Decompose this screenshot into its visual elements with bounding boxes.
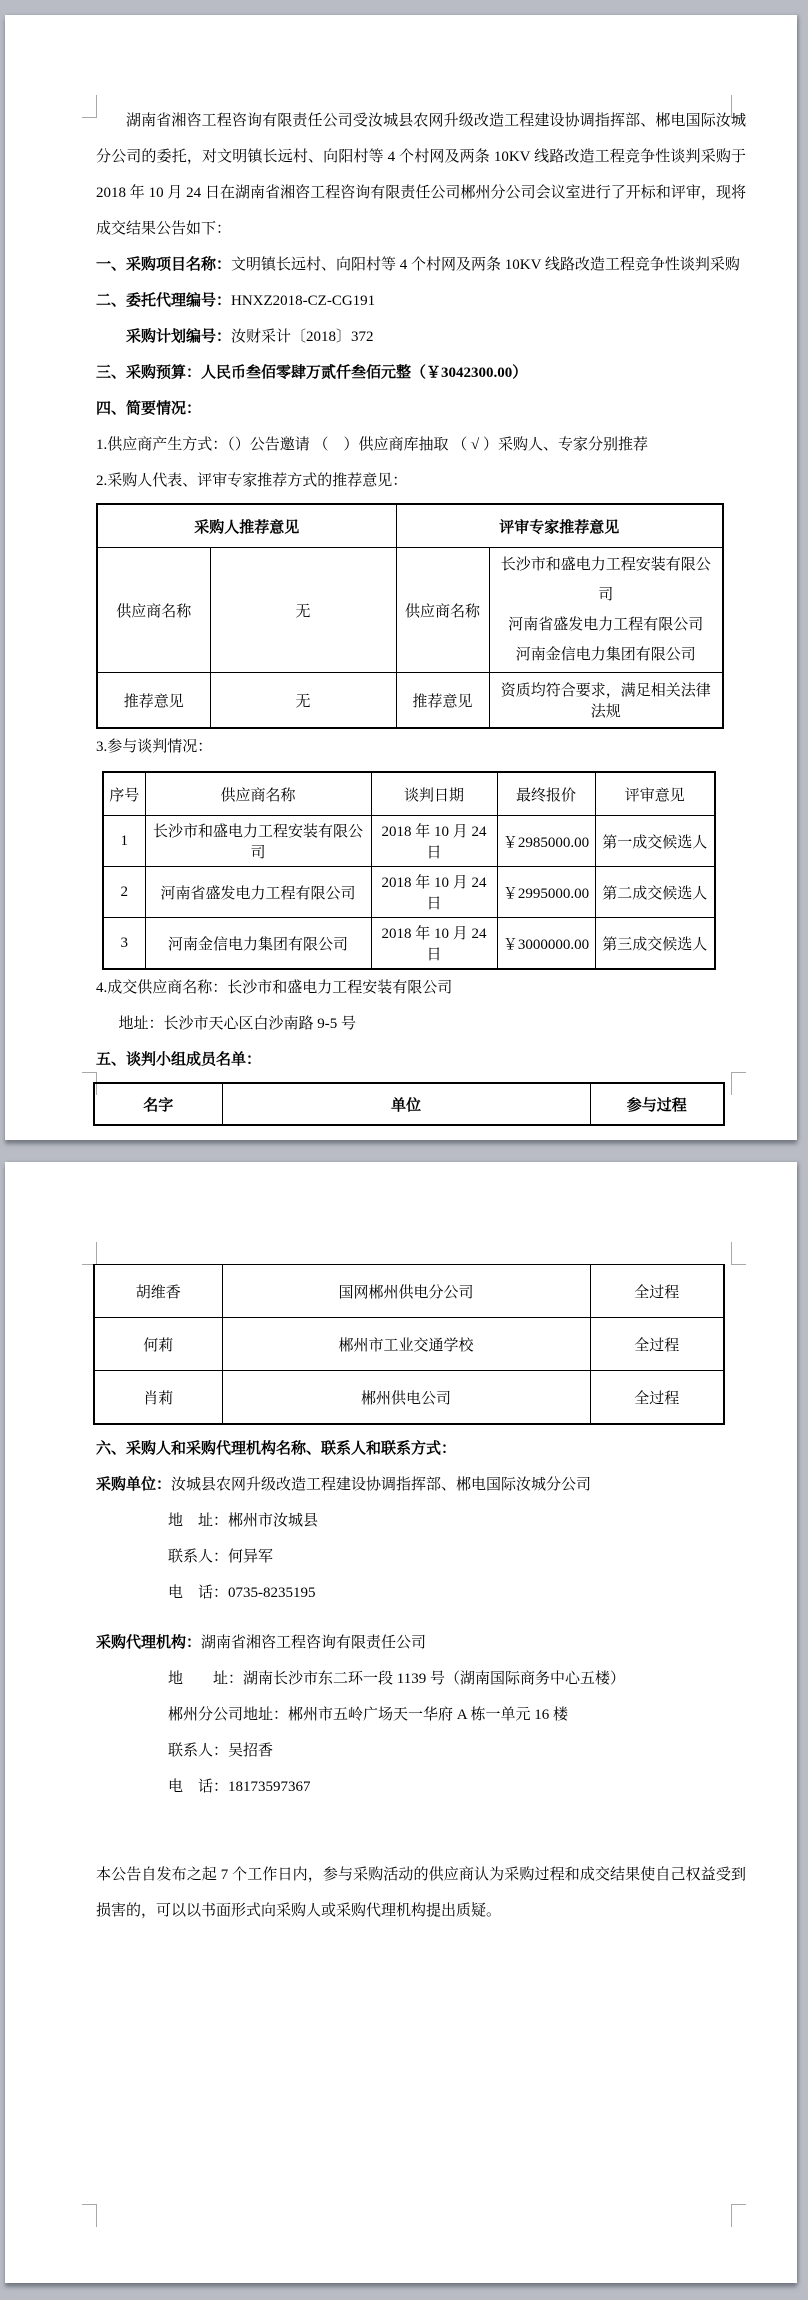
table-header-cell: 最终报价 (497, 772, 595, 816)
negotiation-intro-line: 3.参与谈判情况： (96, 739, 213, 755)
buyer-line (96, 1467, 746, 1503)
page-1 (5, 15, 797, 1140)
member-name: 何莉 (94, 1318, 222, 1371)
table-cell: ￥2995000.00 (497, 867, 595, 918)
table-cell: 2018 年 10 月 24 日 (371, 918, 497, 970)
table-header-cell: 单位 (222, 1083, 590, 1125)
buyer-label: 采购单位： (96, 1477, 172, 1493)
table-cell: ￥3000000.00 (497, 918, 595, 970)
plan-number-label: 采购计划编号： (126, 329, 232, 345)
table-cell: 第三成交候选人 (595, 918, 715, 970)
table-cell: 3 (103, 918, 145, 970)
section-4-heading: 四、简要情况： (96, 401, 202, 417)
table-header-cell: 供应商名称 (145, 772, 371, 816)
table-row (97, 673, 723, 729)
section-3-value: 人民币叁佰零肆万贰仟叁佰元整（￥3042300.00） (201, 365, 528, 381)
panel-table-header (93, 1082, 725, 1126)
table-header-cell: 采购人推荐意见 (97, 504, 396, 548)
table-cell: 第二成交候选人 (595, 867, 715, 918)
table-header-cell: 评审意见 (595, 772, 715, 816)
table-cell: 无 (210, 548, 396, 673)
table-row (103, 918, 715, 970)
agency-address-line: 地 址：湖南长沙市东二环一段 1139 号（湖南国际商务中心五楼） (168, 1671, 625, 1687)
table-cell: 无 (210, 673, 396, 729)
buyer-address-line: 地 址：郴州市汝城县 (168, 1513, 319, 1529)
table-header-cell: 序号 (103, 772, 145, 816)
buyer-phone-line: 电 话：0735-8235195 (168, 1585, 316, 1601)
table-row (103, 867, 715, 918)
section-1-project-name (96, 247, 746, 283)
agency-value: 湖南省湘咨工程咨询有限责任公司 (201, 1635, 427, 1651)
table-cell: 供应商名称 (97, 548, 210, 673)
section-3-label: 三、采购预算： (96, 365, 202, 381)
table-row (103, 816, 715, 867)
member-process: 全过程 (590, 1318, 724, 1371)
table-row (97, 548, 723, 673)
panel-table (93, 1264, 725, 1425)
table-cell: 资质均符合要求，满足相关法律法规 (489, 673, 723, 729)
table-row (94, 1371, 724, 1425)
winner-address-line: 地址：长沙市天心区白沙南路 9-5 号 (118, 1016, 356, 1032)
winner-label: 4.成交供应商名称： (96, 980, 228, 996)
section-1-value: 文明镇长远村、向阳村等 4 个村网及两条 10KV 线路改造工程竞争性谈判采购 (231, 257, 740, 273)
winner-line (96, 970, 746, 1006)
table-cell: 1 (103, 816, 145, 867)
section-5-heading: 五、谈判小组成员名单： (96, 1052, 262, 1068)
section-6-heading: 六、采购人和采购代理机构名称、联系人和联系方式： (96, 1441, 457, 1457)
table-cell: 长沙市和盛电力工程安装有限公司 (145, 816, 371, 867)
table-cell: 2018 年 10 月 24 日 (371, 867, 497, 918)
table-cell: ￥2985000.00 (497, 816, 595, 867)
supplier-name: 长沙市和盛电力工程安装有限公司 (500, 557, 711, 603)
section-3-budget (96, 355, 746, 391)
negotiation-table (102, 771, 716, 970)
table-cell: 推荐意见 (97, 673, 210, 729)
supplier-name: 河南省盛发电力工程有限公司 (508, 617, 704, 633)
buyer-contact-line: 联系人：何异军 (168, 1549, 274, 1565)
supplier-generation-line: 1.供应商产生方式：（）公告邀请 （ ）供应商库抽取 （ √ ）采购人、专家分别推荐 (96, 437, 648, 453)
margin-corner-mark (82, 2204, 97, 2227)
section-2-agency-number (96, 283, 746, 319)
member-process: 全过程 (590, 1371, 724, 1425)
recommendation-table (96, 503, 724, 729)
buyer-value: 汝城县农网升级改造工程建设协调指挥部、郴电国际汝城分公司 (171, 1477, 592, 1493)
table-row (103, 772, 715, 816)
table-row (94, 1265, 724, 1318)
margin-corner-mark (82, 95, 97, 118)
member-unit: 郴州市工业交通学校 (222, 1318, 590, 1371)
member-unit: 国网郴州供电分公司 (222, 1265, 590, 1318)
member-unit: 郴州供电公司 (222, 1371, 590, 1425)
plan-number-value: 汝财采计〔2018〕372 (231, 329, 374, 345)
intro-paragraph: 湖南省湘咨工程咨询有限责任公司受汝城县农网升级改造工程建设协调指挥部、郴电国际汝城分公司的委托，对文明镇长远村、向阳村等 4 个村网及两条 10KV 线路改造工程竞争性谈判采购于 2018 年 10 月 24 日在湖南省湘咨工程咨询有限责任公司郴州分公司会议室进行了开标和评审，现将成交结果公告如下： (96, 113, 746, 237)
agency-line (96, 1625, 746, 1661)
table-row (97, 504, 723, 548)
agency-branch-line: 郴州分公司地址：郴州市五岭广场天一华府 A 栋一单元 16 楼 (168, 1707, 569, 1723)
member-name: 肖莉 (94, 1371, 222, 1425)
winner-value: 长沙市和盛电力工程安装有限公司 (227, 980, 453, 996)
agency-label: 采购代理机构： (96, 1635, 202, 1651)
table-cell: 2 (103, 867, 145, 918)
page-1-content (96, 103, 746, 1126)
margin-corner-mark (731, 1242, 746, 1265)
supplier-name: 河南金信电力集团有限公司 (515, 647, 696, 663)
table-header-cell: 名字 (94, 1083, 222, 1125)
table-cell: 推荐意见 (396, 673, 489, 729)
member-process: 全过程 (590, 1265, 724, 1318)
table-row (94, 1318, 724, 1371)
table-cell: 供应商名称 (396, 548, 489, 673)
member-name: 胡维香 (94, 1265, 222, 1318)
margin-corner-mark (82, 1242, 97, 1265)
table-header-cell: 谈判日期 (371, 772, 497, 816)
section-2-value: HNXZ2018-CZ-CG191 (231, 293, 376, 309)
table-cell: 河南金信电力集团有限公司 (145, 918, 371, 970)
table-cell (489, 548, 723, 673)
table-header-cell: 参与过程 (590, 1083, 724, 1125)
table-cell: 河南省盛发电力工程有限公司 (145, 867, 371, 918)
section-1-label: 一、采购项目名称： (96, 257, 232, 273)
table-header-cell: 评审专家推荐意见 (396, 504, 723, 548)
table-cell: 第一成交候选人 (595, 816, 715, 867)
plan-number-line (96, 319, 746, 355)
page-2 (5, 1162, 797, 2283)
page-2-content (96, 1264, 746, 1929)
agency-phone-line: 电 话：18173597367 (168, 1779, 311, 1795)
section-2-label: 二、委托代理编号： (96, 293, 232, 309)
table-cell: 2018 年 10 月 24 日 (371, 816, 497, 867)
margin-corner-mark (731, 2204, 746, 2227)
table-row (94, 1083, 724, 1125)
agency-contact-line: 联系人：吴招香 (168, 1743, 274, 1759)
recommendation-intro-line: 2.采购人代表、评审专家推荐方式的推荐意见： (96, 473, 408, 489)
closing-paragraph: 本公告自发布之起 7 个工作日内，参与采购活动的供应商认为采购过程和成交结果使自己权益受到损害的，可以以书面形式向采购人或采购代理机构提出质疑。 (96, 1867, 746, 1919)
